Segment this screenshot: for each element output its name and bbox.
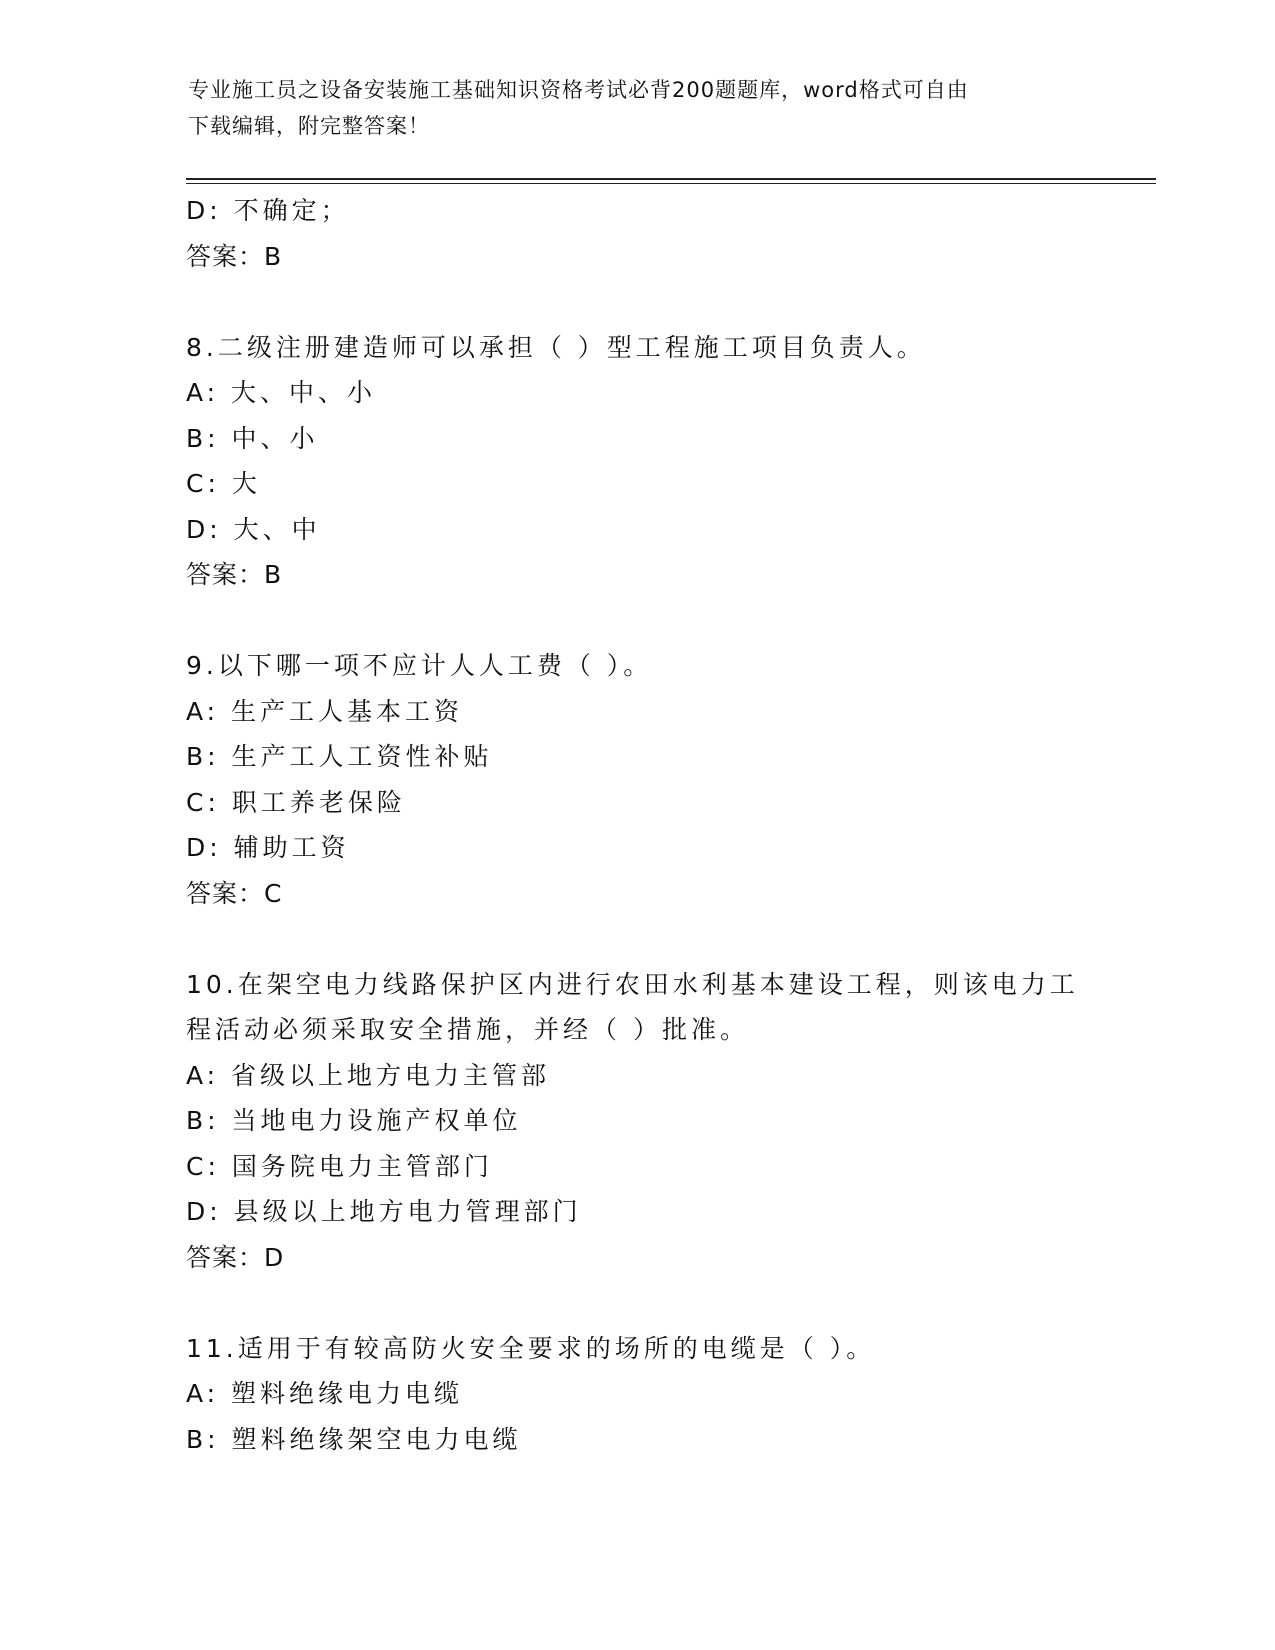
question-10-option-d: D: 县级以上地方电力管理部门	[186, 1197, 582, 1226]
question-10-option-c: C: 国务院电力主管部门	[186, 1151, 493, 1181]
spacer	[186, 1280, 1086, 1326]
question-9-answer: 答案：C	[186, 878, 283, 908]
question-9-option-c: C: 职工养老保险	[186, 787, 406, 817]
question-8-answer: 答案：B	[186, 560, 283, 589]
spacer	[186, 916, 1086, 962]
question-8-option-b: B: 中、小	[186, 423, 319, 453]
question-11-option-a: A: 塑料绝缘电力电缆	[186, 1379, 464, 1408]
question-9-option-a: A: 生产工人基本工资	[186, 696, 464, 726]
question-10-stem-line-1: 10.在架空电力线路保护区内进行农田水利基本建设工程，则该电力工	[186, 969, 1079, 999]
header-rule-thick	[186, 178, 1156, 180]
question-9-stem: 9.以下哪一项不应计人人工费（ ）。	[186, 651, 653, 680]
question-11-stem: 11.适用于有较高防火安全要求的场所的电缆是（ ）。	[186, 1333, 876, 1363]
question-8-stem: 8.二级注册建造师可以承担（ ）型工程施工项目负责人。	[186, 332, 926, 362]
question-8-option-c: C: 大	[186, 469, 261, 498]
spacer	[186, 598, 1086, 644]
question-10-option-b: B: 当地电力设施产权单位	[186, 1106, 522, 1135]
question-content	[186, 188, 1086, 1462]
prev-option-d: D: 不确定；	[186, 196, 350, 225]
document-header	[188, 72, 1068, 144]
question-10-stem-line-2: 程活动必须采取安全措施，并经（ ）批准。	[186, 1015, 749, 1044]
question-10-answer: 答案：D	[186, 1242, 285, 1272]
question-11-option-b: B: 塑料绝缘架空电力电缆	[186, 1424, 522, 1454]
question-10-option-a: A: 省级以上地方电力主管部	[186, 1060, 551, 1090]
question-8-option-d: D: 大、中	[186, 514, 321, 544]
header-rule-thin	[186, 183, 1156, 184]
question-9-option-b: B: 生产工人工资性补贴	[186, 742, 493, 771]
spacer	[186, 279, 1086, 325]
prev-answer: 答案：B	[186, 241, 283, 271]
header-line-2: 下载编辑，附完整答案！	[188, 114, 430, 138]
header-line-1: 专业施工员之设备安装施工基础知识资格考试必背200题题库，word格式可自由	[188, 78, 969, 102]
question-9-option-d: D: 辅助工资	[186, 833, 350, 862]
question-8-option-a: A: 大、中、小	[186, 378, 377, 407]
